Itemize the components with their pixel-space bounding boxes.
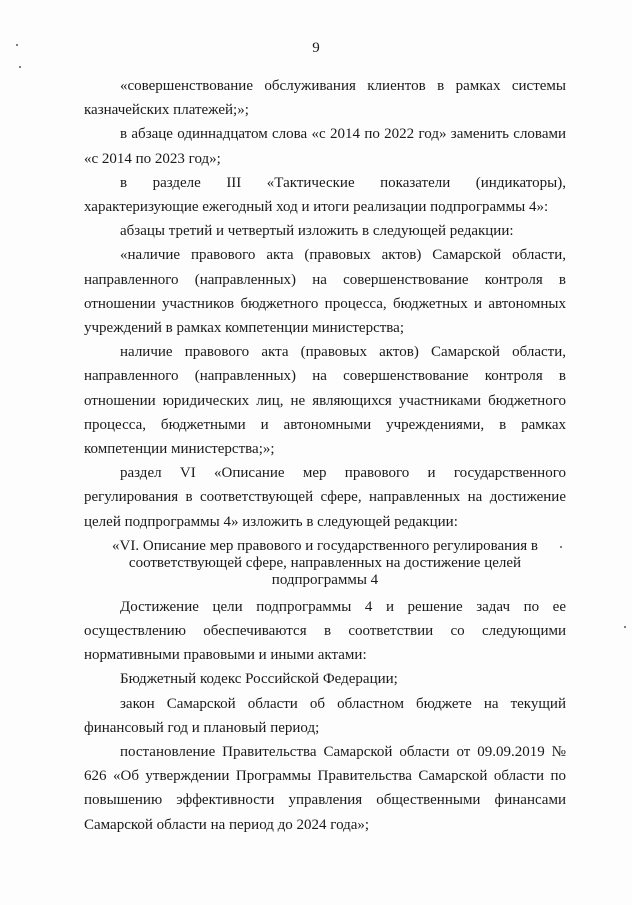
document-body	[84, 74, 566, 837]
scan-speck	[16, 44, 18, 46]
page-number: 9	[312, 40, 320, 56]
scan-speck	[19, 66, 21, 68]
paragraph: «наличие правового акта (правовых актов) Самарской области, направленного (направленных) на совершенствование контроля в отношении участников бюджетного процесса, бюджетных и автономных учреждений в рамках компетенции министерства;	[84, 247, 566, 337]
paragraph: постановление Правительства Самарской области от 09.09.2019 № 626 «Об утверждении Программы Правительства Самарской области по повышению эффективности управления общественными финансами Самарской области на период до 2024 года»;	[84, 744, 566, 833]
paragraph: наличие правового акта (правовых актов) Самарской области, направленного (направленных) на совершенствование контроля в отношении юридических лиц, не являющихся участниками бюджетного процесса, бюджетными и автономными учреждениями, в рамках компетенции министерства;»;	[84, 344, 566, 458]
paragraph: закон Самарской области об областном бюджете на текущий финансовый год и плановый период;	[84, 695, 566, 736]
scan-speck	[560, 546, 562, 548]
paragraph: в абзаце одиннадцатом слова «с 2014 по 2022 год» заменить словами «с 2014 по 2023 год»;	[84, 126, 566, 167]
scan-speck	[624, 626, 626, 628]
paragraph: Бюджетный кодекс Российской Федерации;	[120, 671, 398, 688]
section-heading: «VI. Описание мер правового и государственного регулирования в соответствующей сфере, направленных на достижение целей подпрограммы 4	[112, 537, 538, 588]
paragraph: абзацы третий и четвертый изложить в следующей редакции:	[120, 223, 514, 240]
paragraph: в разделе III «Тактические показатели (индикаторы), характеризующие ежегодный ход и итоги реализации подпрограммы 4»:	[84, 174, 566, 216]
paragraph: «совершенствование обслуживания клиентов в рамках системы казначейских платежей;»;	[84, 78, 566, 119]
paragraph: раздел VI «Описание мер правового и государственного регулирования в соответствующей сфере, направленных на достижение целей подпрограммы 4» изложить в следующей редакции:	[84, 465, 566, 530]
paragraph: Достижение цели подпрограммы 4 и решение задач по ее осуществлению обеспечиваются в соответствии со следующими нормативными правовыми и иными актами:	[84, 598, 566, 664]
